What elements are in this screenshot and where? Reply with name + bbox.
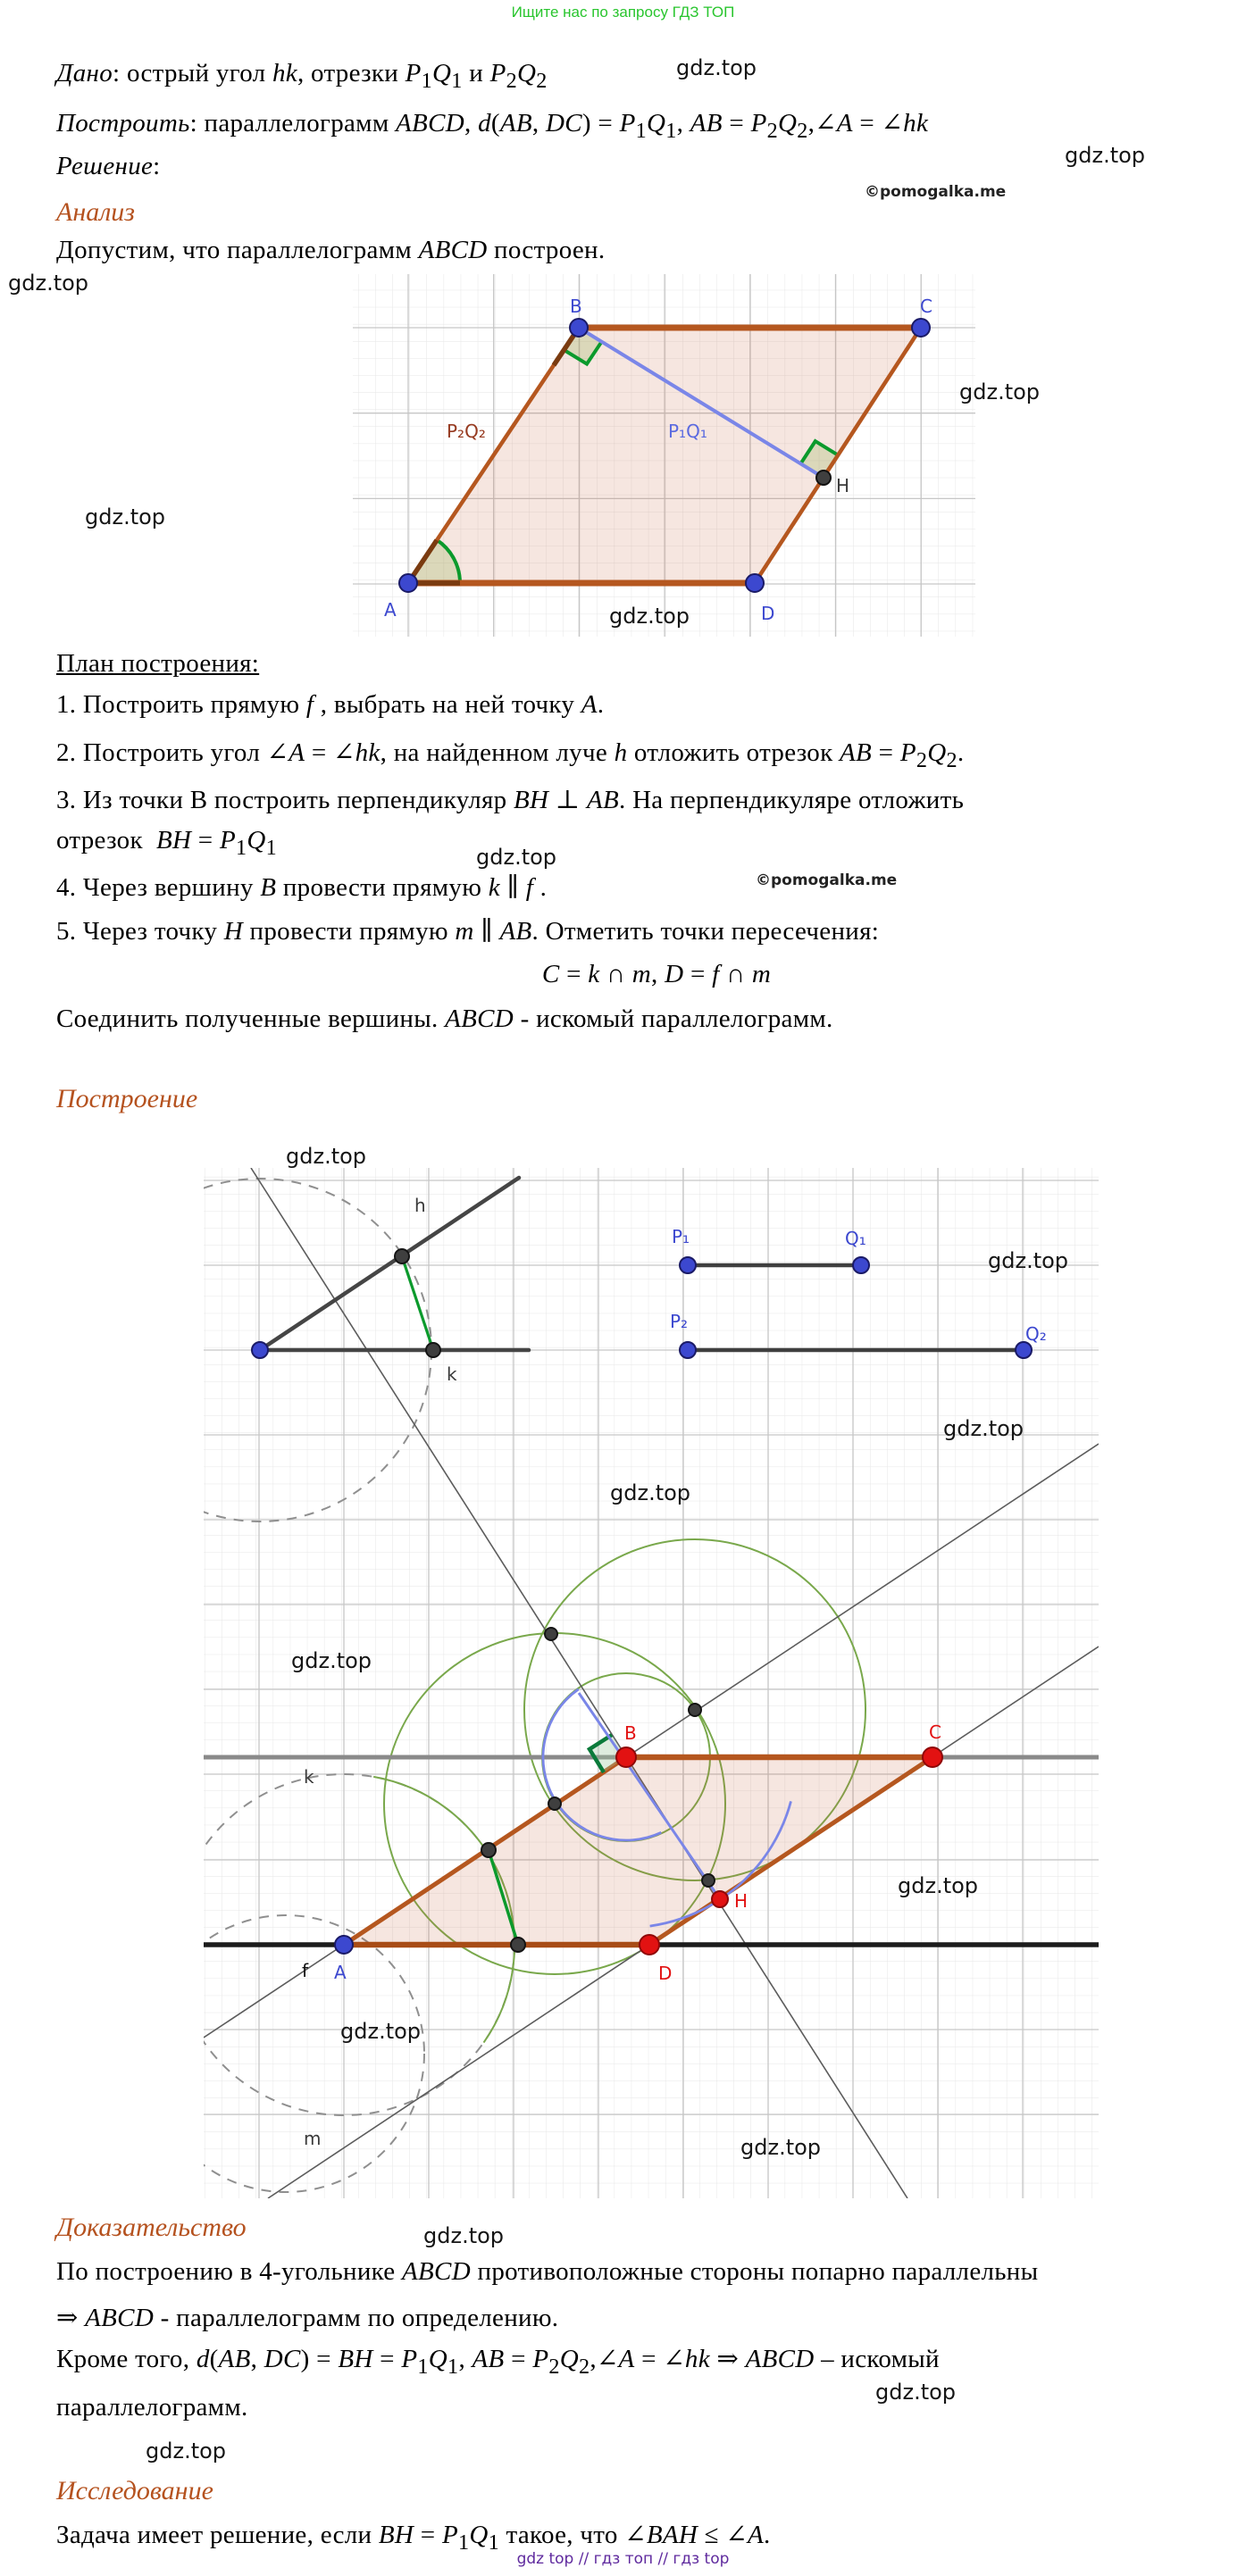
assume-line: Допустим, что параллелограмм ABCD построен. [56,236,606,264]
label-P1Q1: P₁Q₁ [668,421,707,442]
research-line: Задача имеет решение, если BH = $P_1Q_1$ такое, что ∠BAH ≤ ∠A. [56,2521,771,2555]
intersection-formula: C = k ∩ m, D = f ∩ m [541,960,772,988]
label-P1: P₁ [672,1226,690,1247]
label-D2: D [658,1963,673,1984]
watermark: gdz.top [340,2019,422,2044]
label-m: m [304,2128,322,2149]
label-A: A [384,599,397,621]
plan-heading: План построения: [56,649,260,678]
label-h: h [414,1195,426,1216]
watermark: gdz.top [609,604,690,629]
point-C [912,319,930,337]
proof-line-1: По построению в 4-угольнике ABCD противоположные стороны попарно параллельны [56,2257,1039,2286]
plan-step-1: 1. Построить прямую f , выбрать на ней точку A. [56,690,605,719]
label-C: C [920,296,932,317]
plan-step-2: 2. Построить угол ∠A = ∠hk, на найденном луче h отложить отрезок AB = $P_2Q_2$. [56,738,965,772]
proof-line-4: параллелограмм. [56,2393,248,2422]
brand-watermark: ©pomogalka.me [756,871,898,889]
promo-banner: Ищите нас по запросу ГДЗ ТОП [511,4,735,21]
watermark: gdz.top [146,2438,227,2463]
label-A2: A [334,1962,347,1983]
figure-analysis-parallelogram [353,274,975,637]
plan-step-4: 4. Через вершину B провести прямую k ∥ f . [56,873,548,902]
footer-tags: gdz top // гдз топ // гдз top [516,2550,730,2568]
point-H [816,471,831,485]
watermark: gdz.top [740,2135,822,2160]
label-C2: C [929,1722,941,1743]
label-k-line: k [304,1766,314,1788]
label-Q2: Q₂ [1025,1323,1047,1345]
label-Q1: Q₁ [845,1228,866,1249]
watermark: gdz.top [898,1873,979,1898]
analysis-heading: Анализ [56,197,135,227]
watermark: gdz.top [423,2223,505,2248]
build-line: Построить: параллелограмм ABCD, d(AB, $DC) = P_1Q_1$, AB = $P_2Q_2,\angle A$ = ∠hk [56,109,929,143]
label-H2: H [734,1890,748,1912]
proof-line-3: Кроме того, d(AB, DC) = BH = $P_1Q_1$, AB = $P_2Q_2,\angle A$ = ∠hk ⇒ ABCD – искомый [56,2345,940,2379]
join-line: Соединить полученные вершины. ABCD - искомый параллелограмм. [56,1005,833,1033]
label-P2: P₂ [670,1311,689,1332]
watermark: gdz.top [875,2380,957,2405]
label-D: D [761,603,775,624]
plan-step-5: 5. Через точку H провести прямую m ∥ AB. Отметить точки пересечения: [56,917,880,946]
fig2-grid-fine [204,1168,1099,2198]
point-A [399,574,417,592]
watermark: gdz.top [8,271,89,296]
proof-heading: Доказательство [56,2213,247,2242]
point-B [570,319,588,337]
figure-construction [204,1168,1099,2198]
watermark: gdz.top [988,1248,1069,1273]
plan-step-3a: 3. Из точки B построить перпендикуляр BH ⊥ AB. На перпендикуляре отложить [56,786,965,814]
point-D [746,574,764,592]
watermark: gdz.top [286,1144,367,1169]
plan-step-3b: отрезок BH = $P_1Q_1$ [56,826,278,860]
watermark: gdz.top [1065,143,1146,168]
research-heading: Исследование [56,2476,213,2505]
proof-line-2: ⇒ ABCD - параллелограмм по определению. [56,2304,559,2332]
label-f: f [302,1960,309,1981]
watermark: gdz.top [676,55,757,80]
label-P2Q2: P₂Q₂ [447,421,486,442]
brand-watermark: ©pomogalka.me [865,183,1007,201]
watermark: gdz.top [85,504,166,529]
label-H: H [836,475,850,496]
label-B2: B [624,1722,637,1744]
watermark: gdz.top [959,379,1041,404]
solution-line: Решение: [56,152,161,180]
watermark: gdz.top [476,845,557,870]
label-k-template: k [447,1363,457,1385]
watermark: gdz.top [610,1480,691,1505]
construction-heading: Построение [56,1084,198,1113]
label-B: B [570,296,582,317]
watermark: gdz.top [943,1416,1024,1441]
given-line: Дано: острый угол hk, отрезки $P_1Q_1$ и $P_2Q_2$ [56,59,548,93]
watermark: gdz.top [291,1648,372,1673]
